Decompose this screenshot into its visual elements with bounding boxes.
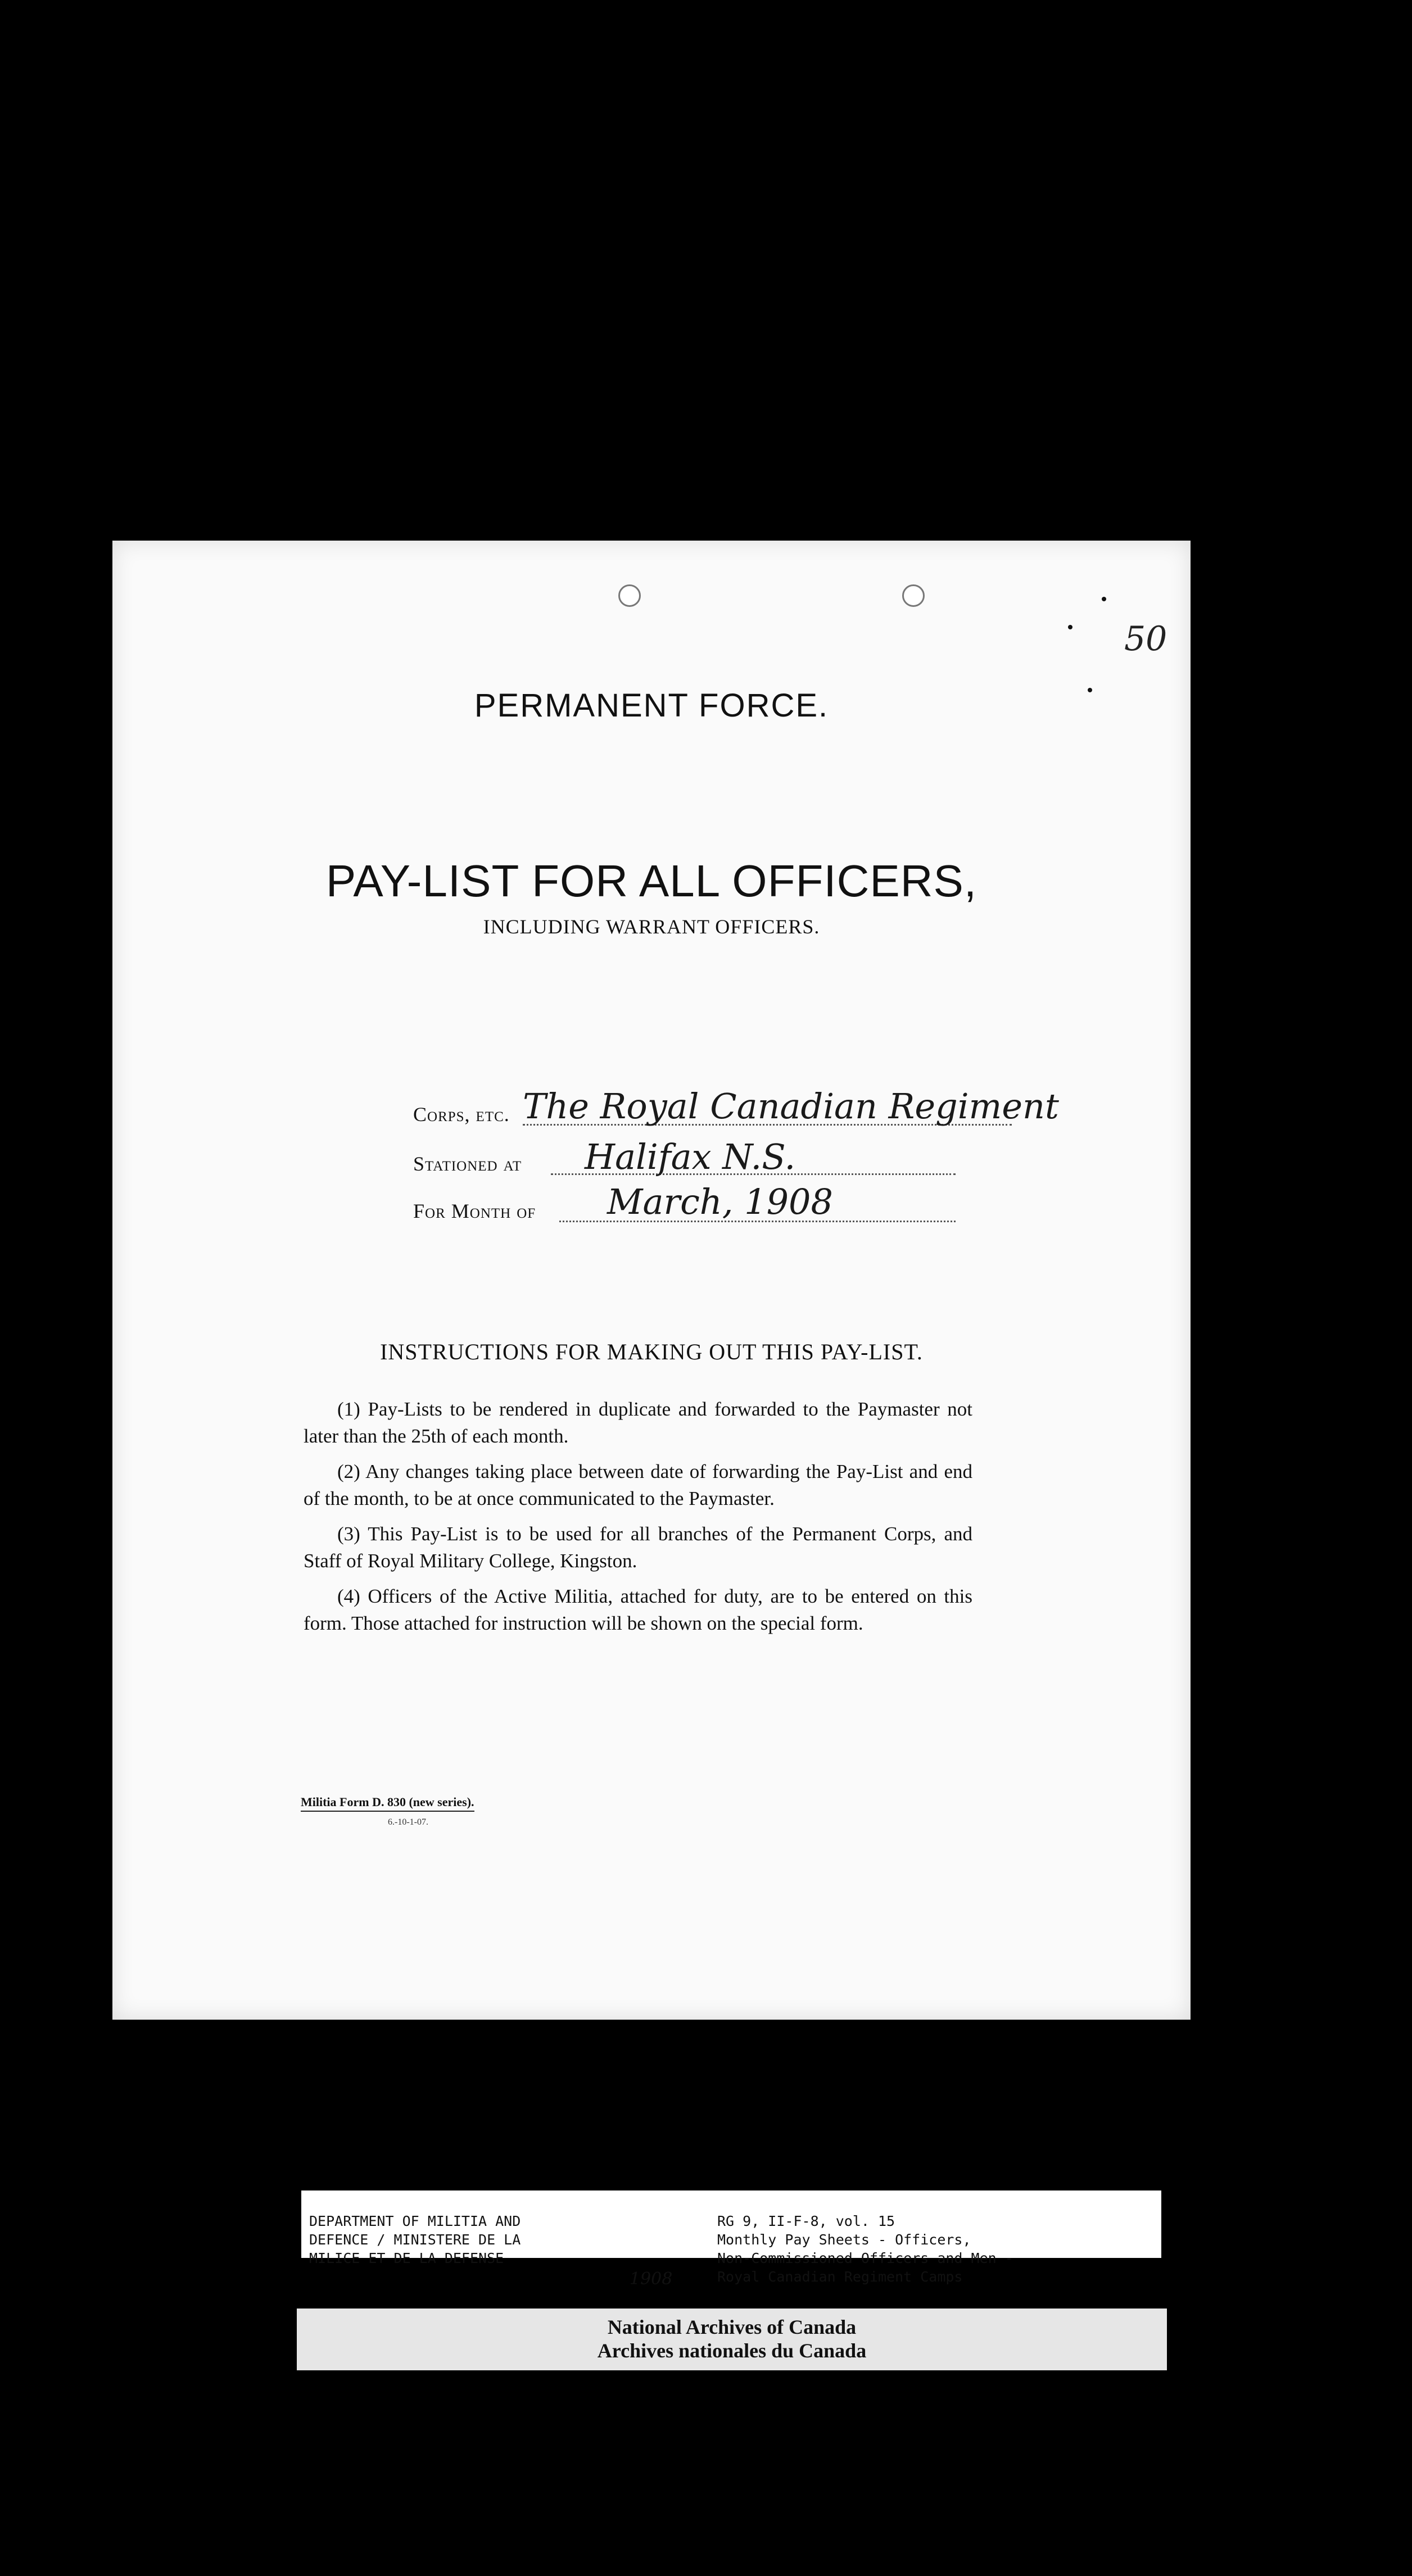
handwritten-year: 1908 [630,2269,673,2289]
page-subtitle: INCLUDING WARRANT OFFICERS. [483,915,820,938]
page-title: PAY-LIST FOR ALL OFFICERS, [325,856,977,906]
instruction-item: (3) This Pay-List is to be used for all branches of the Permanent Corps, and Staff of Royal Military College, Kingston. [304,1523,972,1572]
department-text [309,2212,613,2267]
archive-name-en: National Archives of Canada [607,2316,857,2338]
heading-permanent-force: PERMANENT FORCE. [474,687,829,724]
speck [1068,625,1072,629]
folio-number: 50 [1124,619,1167,659]
instruction-item: (4) Officers of the Active Militia, attached for duty, are to be entered on this form. Those attached for instruction will be shown on the special form. [304,1585,972,1634]
stationed-value: Halifax N.S. [585,1136,796,1177]
document-page [112,541,1191,2020]
month-label: For Month of [413,1200,536,1222]
department-line: DEFENCE / MINISTERE DE LA [309,2232,521,2248]
month-value: March, 1908 [607,1181,833,1222]
reference-line: RG 9, II-F-8, vol. 15 [717,2213,895,2229]
reference-text [717,2212,1156,2286]
instructions-heading: INSTRUCTIONS FOR MAKING OUT THIS PAY-LIST. [380,1339,923,1364]
reference-line: Monthly Pay Sheets - Officers, [717,2232,971,2248]
punch-hole [618,584,641,607]
instruction-item: (1) Pay-Lists to be rendered in duplicate and forwarded to the Paymaster not later than the 25th of each month. [304,1398,972,1447]
print-code: 6.-10-1-07. [388,1817,428,1827]
bleed-through-text [337,594,1180,639]
instructions-list [304,1396,972,1645]
department-line: DEPARTMENT OF MILITIA AND [309,2213,521,2229]
stationed-label: Stationed at [413,1153,522,1175]
archive-name-banner [297,2309,1167,2370]
reference-line: Non-Commissioned Officers and Men - [717,2250,1013,2266]
corps-label: Corps, etc. [413,1103,510,1126]
department-line: MILICE ET DE LA DEFENSE [309,2250,504,2266]
instruction-item: (2) Any changes taking place between date of forwarding the Pay-List and end of the month, to be at once communicated to the Paymaster. [304,1461,972,1509]
reference-line: Royal Canadian Regiment Camps [717,2269,963,2285]
speck [1102,597,1106,601]
corps-value: The Royal Canadian Regiment [523,1086,1059,1127]
punch-hole [902,584,925,607]
form-number: Militia Form D. 830 (new series). [301,1795,474,1812]
archive-name-fr: Archives nationales du Canada [597,2339,867,2362]
